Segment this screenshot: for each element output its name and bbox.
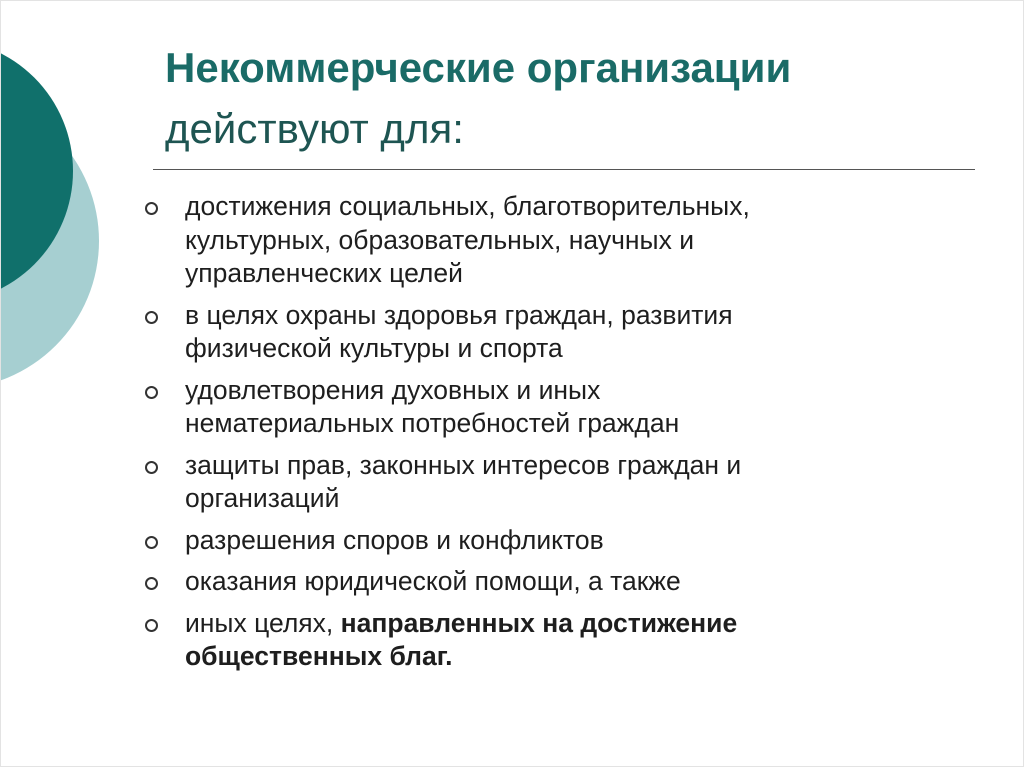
slide-title: Некоммерческие организации bbox=[165, 44, 792, 91]
bullet-circle-icon bbox=[145, 461, 158, 474]
bullet-circle-icon bbox=[145, 202, 158, 215]
bullet-text: достижения социальных, благотворительных, культурных, образовательных, научных и управленческих целей bbox=[185, 191, 750, 288]
bullet-circle-icon bbox=[145, 577, 158, 590]
title-block bbox=[165, 37, 985, 159]
bullet-circle-icon bbox=[145, 311, 158, 324]
bullet-item bbox=[145, 607, 975, 674]
bullet-item bbox=[145, 449, 975, 516]
bullet-item bbox=[145, 299, 975, 366]
bullet-text: в целях охраны здоровья граждан, развития физической культуры и спорта bbox=[185, 299, 733, 363]
bullet-item bbox=[145, 524, 975, 558]
bullet-text: иных целях, направленных на достижение общественных благ. bbox=[185, 607, 738, 671]
bullet-item bbox=[145, 374, 975, 441]
bullet-text: защиты прав, законных интересов граждан и организаций bbox=[185, 449, 742, 513]
bullet-circle-icon bbox=[145, 536, 158, 549]
bullet-item bbox=[145, 190, 975, 291]
bullet-text: разрешения споров и конфликтов bbox=[185, 524, 604, 555]
bullet-item bbox=[145, 565, 975, 599]
title-divider bbox=[153, 169, 975, 170]
bullet-text: удовлетворения духовных и иных нематериальных потребностей граждан bbox=[185, 374, 680, 438]
slide-subtitle: действуют для: bbox=[165, 105, 464, 152]
bullet-circle-icon bbox=[145, 386, 158, 399]
bullet-list bbox=[145, 190, 975, 682]
bullet-circle-icon bbox=[145, 619, 158, 632]
bullet-text: оказания юридической помощи, а также bbox=[185, 566, 681, 596]
